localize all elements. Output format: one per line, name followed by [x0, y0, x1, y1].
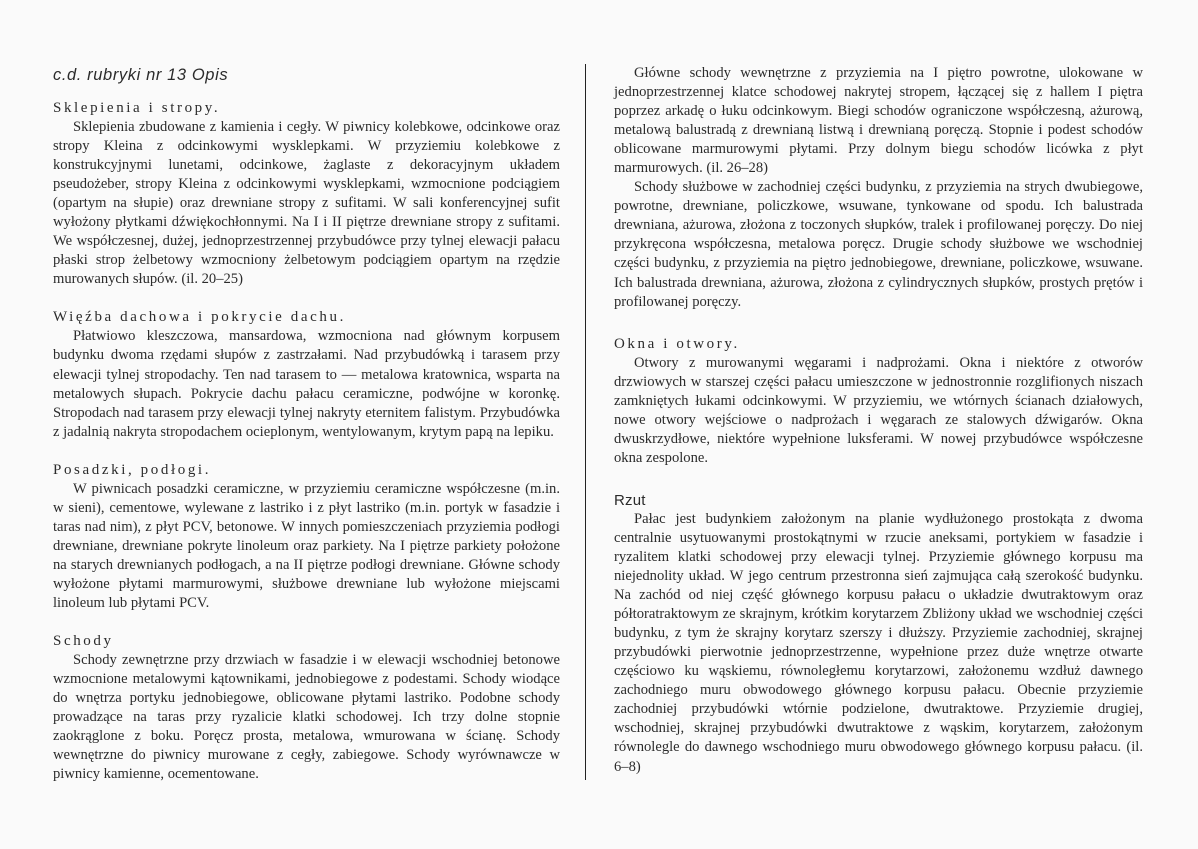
section-heading-roof: Więźba dachowa i pokrycie dachu.: [53, 309, 346, 326]
section-text-windows: Otwory z murowanymi węgarami i nadprożami. Okna i niektóre z otworów drzwiowych w starszej części pałacu umieszczone w jednostronnie rozglifionych niszach zamkniętych łukami odcinkowymi. W przyziemiu, we wtórnych ścianach działowych, nowe otwory wejściowe o nadprożach i węgarach ze stalowych dźwigarów. Okna dwuskrzydłowe, niektóre wypełnione luksferami. W nowej przybudówce współczesne okna zespolone.: [614, 354, 1143, 466]
section-heading-floors: Posadzki, podłogi.: [53, 461, 212, 478]
page-header: c.d. rubryki nr 13 Opis: [53, 66, 229, 84]
left-column: [53, 58, 560, 784]
right-column: [614, 58, 1143, 777]
section-heading-vaults: Sklepienia i stropy.: [53, 100, 221, 116]
section-text-roof: Płatwiowo kleszczowa, mansardowa, wzmocniona nad głównym korpusem budynku dwoma rzędami słupów z zastrzałami. Nad przybudówką i tarasem przy elewacji tylnej stropodachy. Ten nad tarasem to — metalowa kratownica, wsparta na metalowych słupach. Pokrycie dachu pałacu ceramiczne, podwójne w koronkę. Stropodach nad tarasem przy elewacji tylnej nakryty eternitem falistym. Przybudówka z jadalnią nakryta stropodachem ocieplonym, wentylowanym, krytym papą na lepiku.: [53, 328, 560, 440]
service-stairs-text: Schody służbowe w zachodniej części budynku, z przyziemia na strych dwubiegowe, powrotne, drewniane, policzkowe, wsuwane, tynkowane od spodu. Ich balustrada drewniana, ażurowa, złożona z toczonych słupków, tralek i profilowanej poręczy. Do niej przykręcona współczesna, metalowa poręcz. Drugie schody służbowe we wschodniej części budynku, z przyziemia na piętro jednobiegowe, drewniane, policzkowe, wsuwane. Ich balustrada drewniana, ażurowa, złożona z cylindrycznych słupków, prostych prętów i profilowanej poręczy.: [614, 179, 1143, 310]
section-text-stairs: Schody zewnętrzne przy drzwiach w fasadzie i w elewacji wschodniej betonowe wzmocnione metalowymi kątownikami, jednobiegowe z podestami. Schody wiodące do wnętrza portyku jednobiegowe, oblicowane płytami lastriko. Podobne schody prowadzące na taras przy ryzalicie klatki schodowej. Ich trzy dolne stopnie zaokrąglone z boku. Poręcz prosta, metalowa, wmurowana w ścianę. Schody wewnętrzne do piwnicy murowane z cegły, zabiegowe. Schody wyrównawcze w piwnicy kamienne, ocementowane.: [53, 652, 560, 783]
section-heading-plan: Rzut: [614, 491, 646, 509]
section-heading-windows: Okna i otwory.: [614, 335, 740, 352]
column-divider: [585, 64, 586, 780]
section-text-floors: W piwnicach posadzki ceramiczne, w przyziemiu ceramiczne współczesne (m.in. w sieni), cementowe, wylewane z lastriko i z płyt lastriko (m.in. portyk w fasadzie i taras nad nim), z płyt PCV, betonowe. W innych pomieszczeniach przyziemia podłogi drewniane, drewniane pokryte linoleum oraz parkiety. Na I piętrze parkiety położone na starych drewnianych podłogach, a na II piętrze podłogi drewniane. Główne schody wyłożone płytami marmurowymi, służbowe drewniane lub wyłożone miejscami linoleum lub płytami PCV.: [53, 480, 560, 611]
section-text-vaults: Sklepienia zbudowane z kamienia i cegły. W piwnicy kolebkowe, odcinkowe oraz stropy Kleina z odcinkowymi wysklepkami. W przyziemiu kolebkowe z konstrukcyjnymi lunetami, odcinkowe, żaglaste z dekoracyjnym układem pseudożeber, stropy Kleina z odcinkowymi wysklepkami, wzmocnione podciągiem (opartym na słupie) oraz drewniane stropy z sufitami. W sali konferencyjnej sufit wyłożony płytkami dźwiękochłonnymi. Na I i II piętrze drewniane stropy z sufitami. We współczesnej, dużej, jednoprzestrzennej przybudówce przy tylnej elewacji pałacu płaski strop żelbetowy wzmocniony żelbetowym podciągiem opartym na rzędzie murowanych słupów. (il. 20–25): [53, 119, 560, 288]
section-text-plan: Pałac jest budynkiem założonym na planie wydłużonego prostokąta z dwoma centralnie usytuowanymi prostokątnymi w rzucie aneksami, portykiem w fasadzie i ryzalitem klatki schodowej przy elewacji tylnej. Przyziemie głównego korpusu ma niejednolity układ. W jego centrum przestronna sień zajmująca całą szerokość budynku. Na zachód od niej część głównego korpusu pałacu o układzie dwutraktowym oraz półtoratraktowym ze skrajnym, krótkim korytarzem Zbliżony układ we wschodniej części budynku, z tym że skrajny korytarz szerszy i dłuższy. Przyziemie zachodniej, skrajnej przybudówki pierwotnie jednoprzestrzenne, wypełnione przez duże wnętrze otwarte częściowo ku wąskiemu, równoległemu korytarzowi, założonemu wzdłuż dawnego zachodniego muru obwodowego głównego korpusu pałacu. Obecnie przyziemie zachodniej przybudówki wtórnie podzielone, dwutraktowe. Przyziemie drugiej, wschodniej, skrajnej przybudówki dwutraktowe z wąskim, korytarzem, założonym równolegle do dawnego wschodniego muru obwodowego głównego korpusu pałacu. (il. 6–8): [614, 510, 1143, 775]
section-heading-stairs: Schody: [53, 633, 114, 650]
main-stairs-text: Główne schody wewnętrzne z przyziemia na I piętro powrotne, ulokowane w jednoprzestrzennej klatce schodowej nakrytej stropem, łączącej się z hallem I piętra poprzez arkadę o łuku odcinkowym. Biegi schodów ograniczone współczesną, ażurową, metalową balustradą z drewnianą listwą i drewnianą poręczą. Stopnie i podest schodów oblicowane marmurowymi płytami. Przy dolnym biegu schodów licówka z płyt marmurowych. (il. 26–28): [614, 65, 1143, 177]
